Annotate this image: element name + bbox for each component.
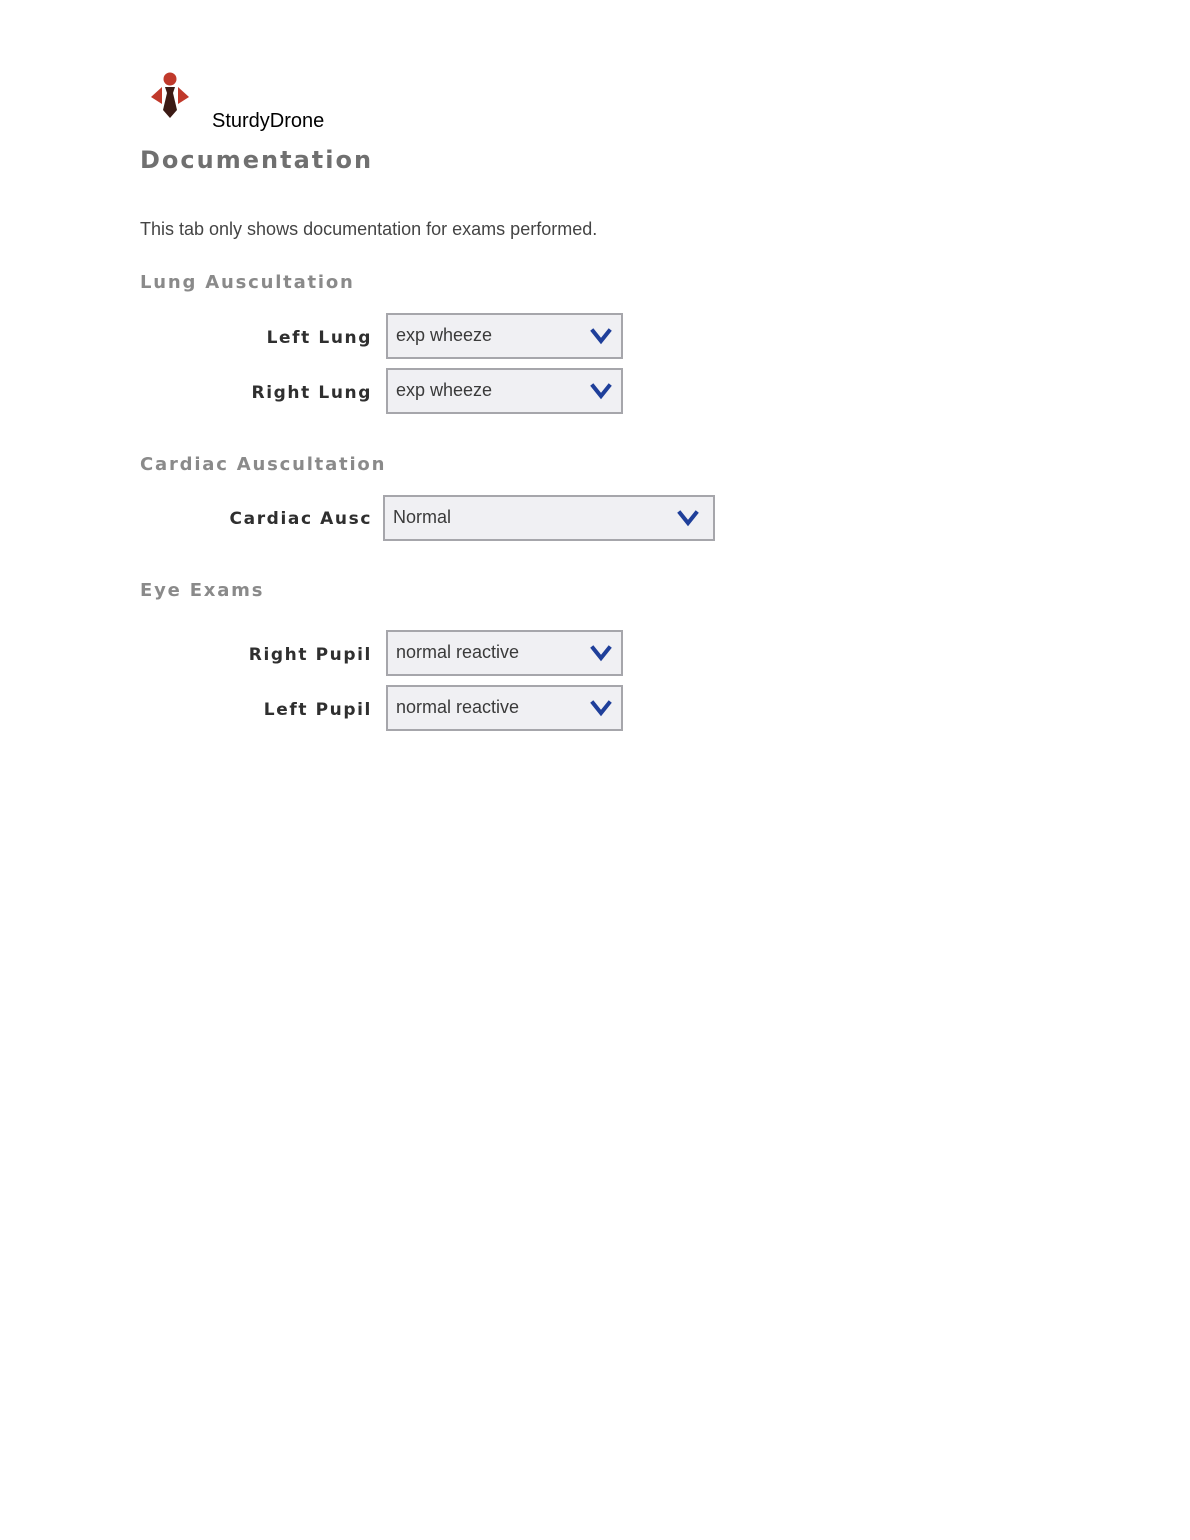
cardiac-ausc-select[interactable]	[383, 495, 715, 541]
right-pupil-select[interactable]	[386, 630, 623, 676]
section-title-cardiac-auscultation: Cardiac Auscultation	[140, 454, 387, 475]
page-title: Documentation	[140, 146, 374, 174]
right-pupil-label: Right Pupil	[248, 645, 372, 665]
left-lung-value: exp wheeze	[396, 325, 493, 345]
chevron-down-icon	[677, 509, 699, 527]
chevron-down-icon	[590, 327, 612, 345]
section-title-eye-exams: Eye Exams	[140, 580, 265, 601]
left-lung-select[interactable]	[386, 313, 623, 359]
intro-text: This tab only shows documentation for exams performed.	[140, 219, 598, 239]
right-lung-label: Right Lung	[251, 383, 372, 403]
left-lung-label: Left Lung	[266, 328, 372, 348]
right-lung-value: exp wheeze	[396, 380, 493, 400]
left-pupil-value: normal reactive	[396, 697, 520, 717]
chevron-down-icon	[590, 644, 612, 662]
cardiac-ausc-value: Normal	[393, 507, 452, 527]
right-pupil-value: normal reactive	[396, 642, 520, 662]
chevron-down-icon	[590, 382, 612, 400]
chevron-down-icon	[590, 699, 612, 717]
cardiac-ausc-label: Cardiac Ausc	[229, 509, 372, 529]
right-lung-select[interactable]	[386, 368, 623, 414]
section-title-lung-auscultation: Lung Auscultation	[140, 272, 355, 293]
tie-person-logo-icon	[148, 72, 192, 122]
left-pupil-select[interactable]	[386, 685, 623, 731]
left-pupil-label: Left Pupil	[263, 700, 372, 720]
brand-name: SturdyDrone	[212, 110, 325, 132]
